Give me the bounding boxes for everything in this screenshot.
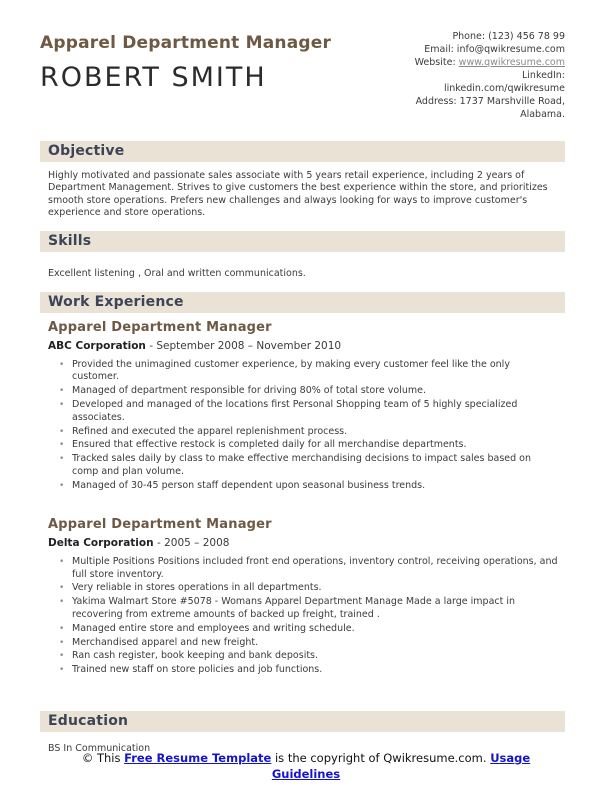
job-dates: - 2005 – 2008 [156,537,230,550]
header-identity [40,30,331,121]
bullet-item: • Managed entire store and employees and writing schedule. [72,623,565,635]
footer [0,750,612,782]
bullet-item: • Merchandised apparel and new freight. [72,637,565,649]
bullet-item: • Managed of 30-45 person staff dependent upon seasonal business trends. [72,480,565,492]
job-entry [48,320,565,492]
contact-phone: Phone: (123) 456 78 99 [452,31,565,42]
contact-linkedin-label: LinkedIn: [521,70,565,81]
contact-address-line2: Alabama. [520,109,565,120]
footer-prefix: © This [81,751,125,765]
bullet-item: • Trained new staff on store policies and job functions. [72,664,565,676]
website-link[interactable]: www.qwikresume.com [458,57,565,68]
job-company: ABC Corporation [48,340,146,353]
bullet-item: • Provided the unimagined customer experience, by making every customer feel like the only customer. [72,359,565,384]
job-title: Apparel Department Manager [48,517,272,533]
bullet-item: • Yakima Walmart Store #5078 - Womans Apparel Department Manage Made a large impact in recovering from extreme amounts of backed up freight, trained . [72,596,565,621]
job-company-line [48,340,565,352]
job-bullet-list [48,359,565,492]
contact-website [390,56,565,69]
section-heading-work-experience: Work Experience [40,292,565,313]
resume-job-title: Apparel Department Manager [40,33,332,53]
job-title: Apparel Department Manager [48,320,272,336]
job-company-line [48,537,565,549]
section-heading-objective: Objective [40,141,565,162]
contact-block [390,30,565,121]
footer-copyright [71,750,541,782]
contact-address-line1: Address: 1737 Marshville Road, [415,96,565,107]
bullet-item: • Multiple Positions Positions included front end operations, inventory control, receiving operations, and full store inventory. [72,556,565,581]
bullet-item: • Tracked sales daily by class to make effective merchandising decisions to impact sales based on comp and plan volume. [72,453,565,478]
section-heading-skills: Skills [40,231,565,252]
footer-middle: is the copyright of Qwikresume.com. [271,751,491,765]
job-dates: - September 2008 – November 2010 [149,340,342,353]
job-company: Delta Corporation [48,537,154,550]
bullet-item: • Ran cash register, book keeping and bank deposits. [72,650,565,662]
free-resume-template-link[interactable]: Free Resume Template [124,751,272,765]
contact-email: Email: info@qwikresume.com [424,44,565,55]
education-text: BS In Communication [48,742,151,754]
skills-text: Excellent listening , Oral and written communications. [48,267,306,279]
bullet-item: • Refined and executed the apparel replenishment process. [72,426,565,438]
bullet-item: • Managed of department responsible for driving 80% of total store volume. [72,385,565,397]
section-heading-education: Education [40,711,565,732]
contact-linkedin-value: linkedin.com/qwikresume [443,83,565,94]
bullet-item: • Very reliable in stores operations in all departments. [72,582,565,594]
usage-guidelines-link[interactable]: Usage Guidelines [271,751,531,781]
bullet-item: • Developed and managed of the locations first Personal Shopping team of 5 highly specialized associates. [72,399,565,424]
bullet-item: • Ensured that effective restock is completed daily for all merchandise departments. [72,439,565,451]
person-name: ROBERT SMITH [40,62,267,93]
header [40,30,565,121]
contact-website-label: Website: [414,57,459,68]
objective-text: Highly motivated and passionate sales associate with 5 years retail experience, including 2 years of Department Management. Strives to give customers the best experience within the store, and prioritizes smooth store operations. Prefers new challenges and always looking for ways to improve customer's experience and store operations. [48,170,548,219]
job-bullet-list [48,556,565,677]
job-entry [48,517,565,677]
